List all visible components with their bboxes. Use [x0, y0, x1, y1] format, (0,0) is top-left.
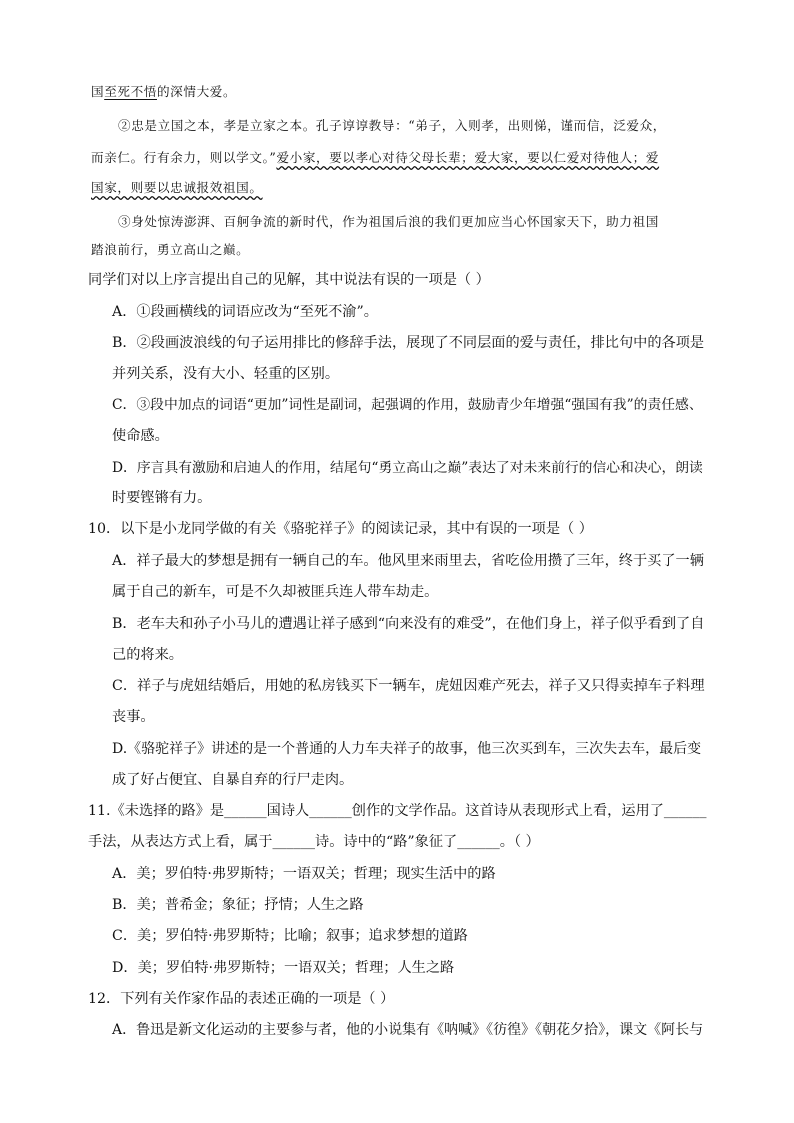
q9-option-a: A．①段画横线的词语应改为“至死不渝”。	[112, 304, 378, 320]
q11-option-a: A．美；罗伯特·弗罗斯特；一语双关；哲理；现实生活中的路	[112, 866, 496, 882]
q12-stem: 12．下列有关作家作品的表述正确的一项是（ ）	[88, 991, 395, 1007]
passage-text: 的深情大爱。	[156, 84, 237, 99]
q10-option-a-cont: 属于自己的新车，可是不久却被匪兵连人带车劫走。	[112, 584, 439, 600]
q10-option-b: B．老车夫和孙子小马儿的遭遇让祥子感到“向来没有的难受”，在他们身上，祥子似乎看到了自	[112, 616, 705, 632]
q11-stem-cont: 手法，从表达方式上看，属于______诗。诗中的“路”象征了______。（ ）	[88, 834, 540, 850]
passage-para2-line2	[91, 148, 659, 168]
q11-option-d: D．美；罗伯特·弗罗斯特；一语双关；哲理；人生之路	[112, 960, 455, 976]
passage-para2-line1: ②忠是立国之本，孝是立家之本。孔子谆谆教导：“弟子，入则孝，出则悌，谨而信，泛爱众，	[118, 118, 666, 133]
q10-option-a: A．祥子最大的梦想是拥有一辆自己的车。他风里来雨里去，省吃俭用攒了三年，终于买了一辆	[112, 553, 704, 569]
q12-option-a: A．鲁迅是新文化运动的主要参与者，他的小说集有《呐喊》《彷徨》《朝花夕拾》，课文《阿长与	[112, 1022, 704, 1038]
q9-stem: 同学们对以上序言提出自己的见解，其中说法有误的一项是（ ）	[88, 272, 490, 288]
passage-para3-line2: 踏浪前行，勇立高山之巅。	[91, 242, 250, 257]
q9-option-d: D．序言具有激励和启迪人的作用，结尾句“勇立高山之巅”表达了对未来前行的信心和决心，朗读	[112, 460, 703, 476]
q11-option-b: B．美；普希金；象征；抒情；人生之路	[112, 897, 364, 913]
q9-option-c-cont: 使命感。	[112, 428, 169, 444]
wavy-underlined-sentence: 国家，则要以忠诚报效祖国。	[91, 180, 263, 195]
q10-option-d-cont: 成了好占便宜、自暴自弃的行尸走肉。	[112, 772, 354, 788]
underlined-phrase: 至死不悟	[104, 84, 157, 99]
q10-option-b-cont: 己的将来。	[112, 647, 183, 663]
q11-option-c: C．美；罗伯特·弗罗斯特；比喻；叙事；追求梦想的道路	[112, 928, 468, 944]
q10-option-d: D.《骆驼祥子》讲述的是一个普通的人力车夫祥子的故事，他三次买到车，三次失去车，最后变	[112, 741, 702, 757]
q9-option-c: C．③段中加点的词语“更加”词性是副词，起强调的作用，鼓励青少年增强“强国有我”的责任感、	[112, 397, 703, 413]
passage-line-1	[91, 82, 236, 102]
q10-option-c: C．祥子与虎妞结婚后，用她的私房钱买下一辆车，虎妞因难产死去，祥子又只得卖掉车子料理	[112, 678, 705, 694]
q9-option-d-cont: 时要铿锵有力。	[112, 490, 212, 506]
passage-text: 而亲仁。行有余力，则以学文。”	[91, 150, 277, 165]
passage-text: 国	[91, 84, 105, 99]
wavy-underlined-sentence: 爱小家，要以孝心对待父母长辈；爱大家，要以仁爱对待他人；爱	[276, 150, 660, 165]
q10-option-c-cont: 丧事。	[112, 709, 155, 725]
q10-stem: 10．以下是小龙同学做的有关《骆驼祥子》的阅读记录，其中有误的一项是（ ）	[88, 521, 593, 537]
q11-stem: 11.《未选择的路》是______国诗人______创作的文学作品。这首诗从表现形式上看，运用了______	[88, 803, 707, 819]
q9-option-b: B．②段画波浪线的句子运用排比的修辞手法，展现了不同层面的爱与责任，排比句中的各项是	[112, 335, 705, 351]
passage-para3-line1: ③身处惊涛澎湃、百舸争流的新时代，作为祖国后浪的我们更加应当心怀国家天下，助力祖国	[118, 214, 659, 229]
q9-option-b-cont: 并列关系，没有大小、轻重的区别。	[112, 366, 340, 382]
passage-para2-line3	[91, 178, 263, 198]
